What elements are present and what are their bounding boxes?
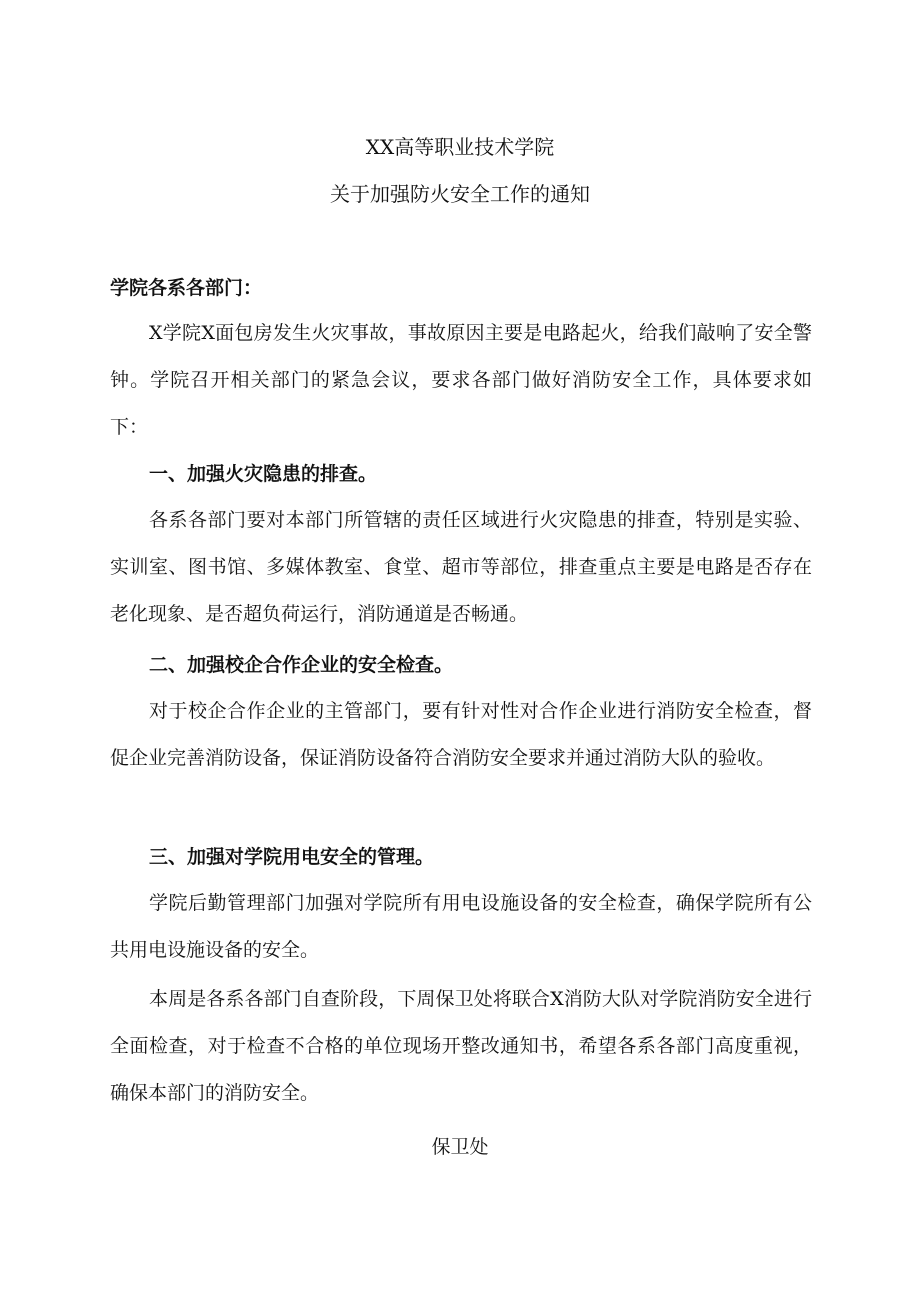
intro-paragraph: X学院X面包房发生火灾事故，事故原因主要是电路起火，给我们敲响了安全警钟。学院召开相关部门的紧急会议，要求各部门做好消防安全工作，具体要求如下： <box>110 322 812 438</box>
closing-paragraph: 本周是各系各部门自查阶段，下周保卫处将联合X消防大队对学院消防安全进行全面检查，对于检查不合格的单位现场开整改通知书，希望各系各部门高度重视，确保本部门的消防安全。 <box>110 988 812 1104</box>
salutation: 学院各系各部门： <box>110 277 263 299</box>
document-title-notice: 关于加强防火安全工作的通知 <box>330 182 590 206</box>
document-title-school: XX高等职业技术学院 <box>365 135 555 159</box>
section-body-2: 对于校企合作企业的主管部门，要有针对性对合作企业进行消防安全检查，督促企业完善消防设备，保证消防设备符合消防安全要求并通过消防大队的验收。 <box>110 700 812 769</box>
section-body-3: 学院后勤管理部门加强对学院所有用电设施设备的安全检查，确保学院所有公共用电设施设备的安全。 <box>110 892 812 961</box>
section-heading-3: 三、加强对学院用电安全的管理。 <box>149 846 435 868</box>
section-body-1: 各系各部门要对本部门所管辖的责任区域进行火灾隐患的排查，特别是实验、实训室、图书馆、多媒体教室、食堂、超市等部位，排查重点主要是电路是否存在老化现象、是否超负荷运行，消防通道是否畅通。 <box>110 509 812 625</box>
signature: 保卫处 <box>431 1136 489 1158</box>
section-heading-2: 二、加强校企合作企业的安全检查。 <box>149 654 454 676</box>
section-heading-1: 一、加强火灾隐患的排查。 <box>149 463 378 485</box>
